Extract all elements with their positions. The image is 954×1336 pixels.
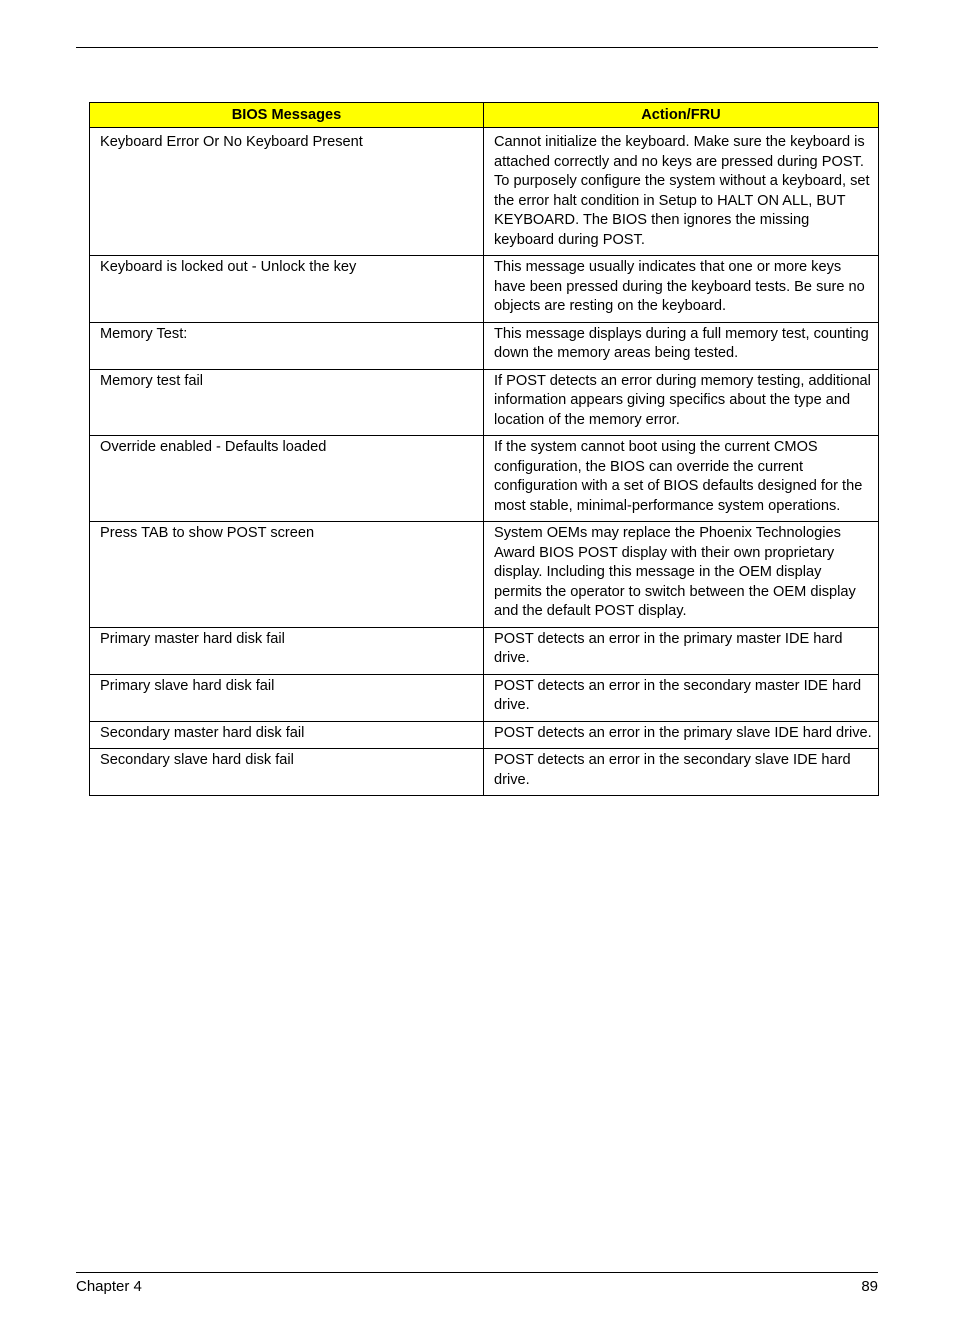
bios-message-cell: Keyboard is locked out - Unlock the key <box>90 256 484 323</box>
bios-message-cell: Secondary master hard disk fail <box>90 721 484 749</box>
bios-message-cell: Memory Test: <box>90 322 484 369</box>
table-row <box>90 322 879 369</box>
action-cell: POST detects an error in the primary master IDE hard drive. <box>484 627 879 674</box>
action-cell: Cannot initialize the keyboard. Make sure the keyboard is attached correctly and no keys are pressed during POST. To purposely configure the system without a keyboard, set the error halt condition in Setup to HALT ON ALL, BUT KEYBOARD. The BIOS then ignores the missing keyboard during POST. <box>484 131 879 256</box>
action-cell: This message usually indicates that one or more keys have been pressed during the keyboard tests. Be sure no objects are resting on the keyboard. <box>484 256 879 323</box>
header-rule <box>76 47 878 48</box>
action-cell: If the system cannot boot using the current CMOS configuration, the BIOS can override the current configuration with a set of BIOS defaults designed for the most stable, minimal-performance system operations. <box>484 436 879 522</box>
footer-chapter: Chapter 4 <box>76 1278 142 1295</box>
bios-message-cell: Memory test fail <box>90 369 484 436</box>
table-row <box>90 256 879 323</box>
bios-message-cell: Press TAB to show POST screen <box>90 522 484 628</box>
table-row <box>90 674 879 721</box>
bios-message-cell: Primary master hard disk fail <box>90 627 484 674</box>
table-row <box>90 749 879 796</box>
bios-message-cell: Keyboard Error Or No Keyboard Present <box>90 131 484 256</box>
action-cell: POST detects an error in the primary slave IDE hard drive. <box>484 721 879 749</box>
table-row <box>90 436 879 522</box>
action-cell: POST detects an error in the secondary slave IDE hard drive. <box>484 749 879 796</box>
table-row <box>90 131 879 256</box>
page-number: 89 <box>861 1278 878 1295</box>
table-row <box>90 369 879 436</box>
bios-message-cell: Primary slave hard disk fail <box>90 674 484 721</box>
bios-message-cell: Secondary slave hard disk fail <box>90 749 484 796</box>
footer-rule <box>76 1272 878 1273</box>
column-header-action-fru: Action/FRU <box>484 103 879 128</box>
bios-message-cell: Override enabled - Defaults loaded <box>90 436 484 522</box>
table-row <box>90 627 879 674</box>
action-cell: POST detects an error in the secondary master IDE hard drive. <box>484 674 879 721</box>
bios-messages-table <box>89 102 879 796</box>
action-cell: If POST detects an error during memory testing, additional information appears giving specifics about the type and location of the memory error. <box>484 369 879 436</box>
table-header-row <box>90 103 879 128</box>
action-cell: This message displays during a full memory test, counting down the memory areas being tested. <box>484 322 879 369</box>
table-row <box>90 522 879 628</box>
table-row <box>90 721 879 749</box>
column-header-bios-messages: BIOS Messages <box>90 103 484 128</box>
action-cell: System OEMs may replace the Phoenix Technologies Award BIOS POST display with their own proprietary display. Including this message in the OEM display permits the operator to switch between the OEM display and the default POST display. <box>484 522 879 628</box>
